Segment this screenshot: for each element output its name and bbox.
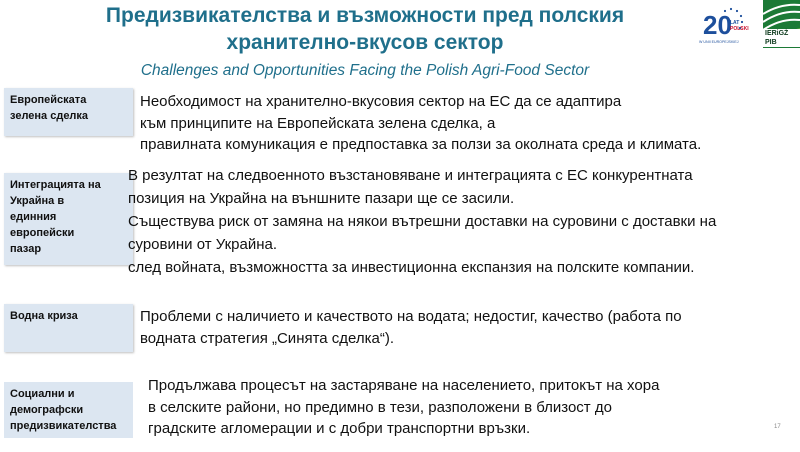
label-line: единния xyxy=(10,211,57,223)
description-line: Съществува риск от замяна на някои вътрешни доставки на суровини с доставки на xyxy=(128,213,717,230)
poland-eu-logo-text-3: W UNII EUROPEJSKIEJ xyxy=(699,40,739,44)
description-line: водната стратегия „Синята сделка“). xyxy=(140,329,395,347)
description-line: позиция на Украйна на външните пазари ще се засили. xyxy=(128,190,515,207)
description-line: суровини от Украйна. xyxy=(128,236,278,253)
description-social-demographic xyxy=(148,375,659,440)
description-line: Проблеми с наличието и качеството на водата; недостиг, качество (работа по xyxy=(140,308,682,325)
label-line: предизвикателства xyxy=(10,420,117,432)
poland-eu-logo-text-2: POLSKI xyxy=(730,26,749,32)
label-social-demographic xyxy=(4,382,133,438)
slide-title-line-2: хранително-вкусов сектор xyxy=(226,31,504,54)
slide-title xyxy=(40,2,690,56)
label-line: Водна криза xyxy=(10,310,78,322)
label-line: Социални и xyxy=(10,388,75,400)
description-line: в селските райони, но предимно в тези, разположени в близост до xyxy=(148,398,612,416)
description-ukraine-integration xyxy=(128,164,716,279)
description-line: В резултат на следвоенното възстановяване и интеграцията с ЕС конкурентната xyxy=(128,167,693,184)
ierigz-logo-text: IERiGŻ PIB xyxy=(763,29,800,47)
description-line: градските агломерации и с добри транспортни връзки. xyxy=(148,420,531,437)
label-line: Европейската xyxy=(10,94,87,106)
label-line: пазар xyxy=(10,243,42,255)
label-ukraine-integration xyxy=(4,173,133,265)
description-water-crisis xyxy=(140,306,682,349)
description-line: към принципите на Европейската зелена сделка, а xyxy=(140,114,496,132)
label-line: Украйна в xyxy=(10,195,65,207)
label-line: европейски xyxy=(10,227,75,239)
label-line: Интеграцията на xyxy=(10,179,101,191)
poland-eu-logo-text-1: LAT xyxy=(730,20,740,26)
label-line: демографски xyxy=(10,404,84,416)
page-number: 17 xyxy=(774,424,781,430)
ierigz-logo xyxy=(763,0,800,48)
poland-eu-logo-graphic xyxy=(697,4,755,46)
poland-eu-20-logo xyxy=(697,4,755,46)
slide-subtitle: Challenges and Opportunities Facing the Polish Agri-Food Sector xyxy=(140,62,590,79)
label-water-crisis xyxy=(4,304,133,352)
description-green-deal xyxy=(140,91,701,156)
label-green-deal xyxy=(4,88,133,136)
poland-eu-logo-number: 20 xyxy=(703,10,732,40)
description-line: правилната комуникация е предпоставка за ползи за околната среда и климата. xyxy=(140,136,702,153)
label-line: зелена сделка xyxy=(10,110,89,122)
description-line: след войната, възможността за инвестиционна експанзия на полските компании. xyxy=(128,259,695,276)
description-line: Продължава процесът на застаряване на населението, притокът на хора xyxy=(148,377,660,394)
description-line: Необходимост на хранително-вкусовия сектор на ЕС да се адаптира xyxy=(140,93,622,110)
slide-title-line-1: Предизвикателства и възможности пред полския xyxy=(105,4,625,27)
